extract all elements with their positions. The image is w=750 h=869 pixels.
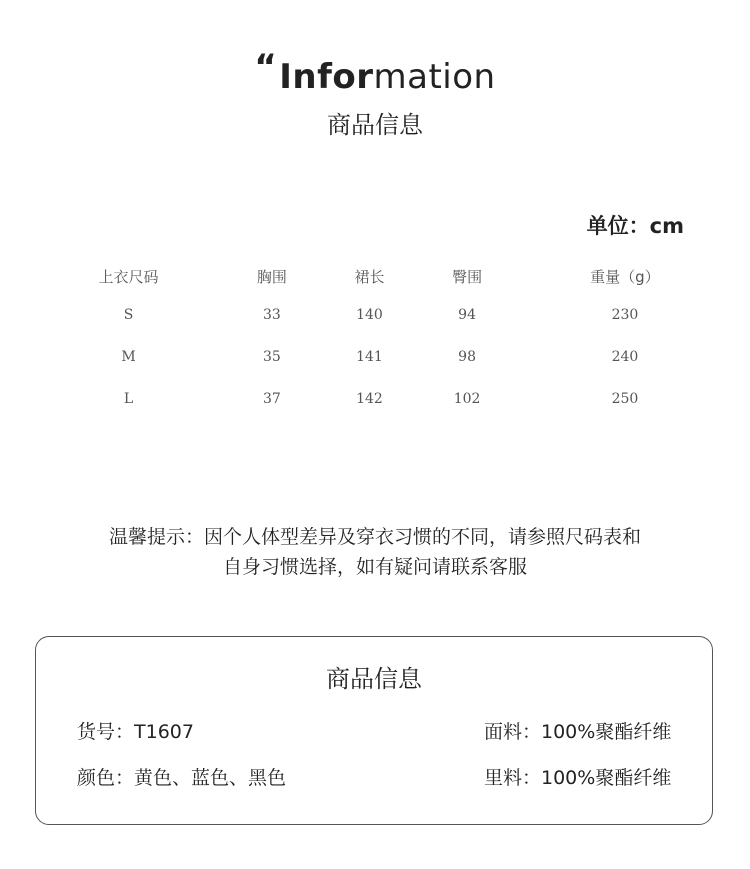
header-hip: 臀围 bbox=[452, 267, 483, 286]
cell-length: 141 bbox=[356, 349, 383, 365]
tips-line-2: 自身习惯选择，如有疑问请联系客服 bbox=[222, 556, 527, 578]
table-row bbox=[34, 294, 734, 336]
product-info-box bbox=[35, 636, 713, 825]
cell-bust: 33 bbox=[262, 307, 281, 323]
page-header bbox=[0, 47, 750, 140]
cell-weight: 250 bbox=[611, 391, 639, 407]
colors-info: 颜色：黄色、蓝色、黑色 bbox=[77, 767, 287, 789]
cell-weight: 230 bbox=[611, 307, 639, 323]
page-subtitle: 商品信息 bbox=[327, 111, 423, 139]
cell-length: 142 bbox=[356, 391, 383, 407]
title-bold-part: Infor bbox=[279, 57, 374, 97]
table-row bbox=[34, 336, 734, 378]
cell-hip: 98 bbox=[458, 349, 476, 365]
header-size: 上衣尺码 bbox=[98, 267, 159, 286]
cell-hip: 102 bbox=[453, 391, 481, 407]
title-information bbox=[0, 47, 750, 99]
cell-size: M bbox=[121, 349, 136, 365]
cell-length: 140 bbox=[356, 307, 383, 323]
cell-size: L bbox=[123, 391, 134, 407]
header-bust: 胸围 bbox=[256, 267, 287, 286]
product-info-title: 商品信息 bbox=[326, 665, 422, 693]
tips-note bbox=[0, 522, 750, 582]
size-table bbox=[34, 258, 734, 420]
table-header-row bbox=[34, 258, 734, 294]
cell-hip: 94 bbox=[458, 307, 476, 323]
title-light-part: mation bbox=[373, 57, 496, 97]
item-number: 货号：T1607 bbox=[77, 721, 194, 743]
tips-line-1: 温馨提示：因个人体型差异及穿衣习惯的不同，请参照尺码表和 bbox=[108, 526, 641, 548]
cell-size: S bbox=[123, 307, 134, 323]
lining-info: 里料：100%聚酯纤维 bbox=[484, 767, 672, 789]
cell-weight: 240 bbox=[611, 349, 639, 365]
header-length: 裙长 bbox=[354, 267, 385, 286]
fabric-info: 面料：100%聚酯纤维 bbox=[484, 721, 672, 743]
quote-mark: “ bbox=[254, 47, 278, 87]
unit-label: 单位：cm bbox=[586, 214, 684, 238]
table-row bbox=[34, 378, 734, 420]
cell-bust: 35 bbox=[262, 349, 281, 365]
cell-bust: 37 bbox=[262, 391, 281, 407]
header-weight: 重量（g） bbox=[590, 267, 660, 286]
